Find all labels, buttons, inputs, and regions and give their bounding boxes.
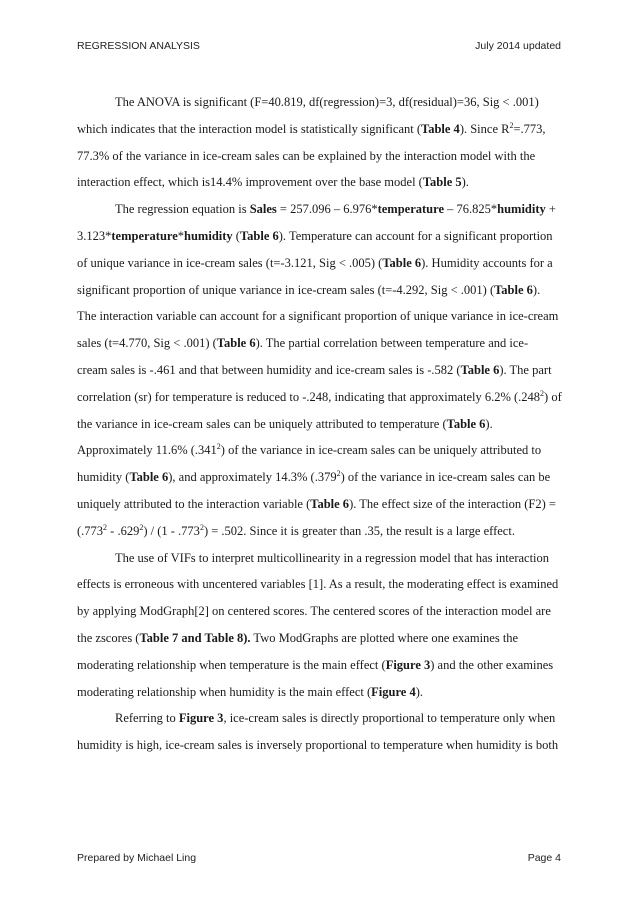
text-span: * bbox=[177, 228, 185, 243]
text-span: ). bbox=[415, 684, 423, 699]
text-span: , ice-cream sales is directly proportional to temperature only when bbox=[223, 711, 556, 726]
text-span: Two ModGraphs are plotted where one examines the bbox=[250, 630, 519, 645]
bold-text: Table 6 bbox=[216, 336, 256, 351]
text-line bbox=[77, 437, 572, 464]
text-span: ). Temperature can account for a significant proportion bbox=[278, 228, 553, 243]
text-span: The ANOVA is significant (F=40.819, df(regression)=3, df(residual)=36, Sig < .001) bbox=[115, 95, 539, 109]
bold-text: Figure 3 bbox=[385, 657, 431, 672]
text-span: The regression equation is bbox=[115, 202, 250, 217]
text-span: ). The effect size of the interaction (F2) = bbox=[349, 496, 556, 511]
bold-text: Table 6 bbox=[239, 228, 279, 243]
text-line bbox=[77, 491, 572, 518]
bold-text: Table 6 bbox=[382, 255, 422, 270]
text-line bbox=[77, 169, 572, 196]
text-span: ). Humidity accounts for a bbox=[421, 255, 553, 270]
text-line bbox=[77, 705, 572, 732]
text-span: ) of the variance in ice-cream sales can be bbox=[340, 470, 551, 485]
text-span: moderating relationship when temperature is the main effect ( bbox=[77, 657, 386, 672]
text-span: The interaction variable can account for a significant proportion of unique variance in ice-cream bbox=[77, 309, 559, 324]
text-span: ) of bbox=[544, 389, 562, 404]
text-span: ) / (1 - .773 bbox=[143, 523, 200, 538]
text-span: of unique variance in ice-cream sales (t=-3.121, Sig < .005) ( bbox=[77, 255, 383, 270]
text-span: ( bbox=[232, 228, 240, 243]
bold-text: Table 7 and Table 8). bbox=[139, 630, 251, 645]
text-span: =.773, bbox=[513, 121, 546, 136]
header-date: July 2014 updated bbox=[475, 40, 561, 52]
text-line bbox=[77, 357, 572, 384]
text-span: effects is erroneous with uncentered variables [1]. As a result, the moderating effect is examined bbox=[77, 577, 559, 592]
text-line bbox=[77, 143, 572, 170]
text-span: – 76.825* bbox=[444, 202, 498, 217]
text-span: + bbox=[545, 202, 556, 217]
page-number: Page 4 bbox=[527, 852, 561, 864]
text-line bbox=[77, 116, 572, 143]
bold-text: Figure 3 bbox=[178, 711, 224, 726]
text-line bbox=[77, 598, 572, 625]
text-line bbox=[77, 464, 572, 491]
body-text bbox=[77, 89, 572, 759]
bold-text: humidity bbox=[497, 202, 546, 217]
text-line bbox=[77, 732, 572, 759]
bold-text: Table 6 bbox=[460, 362, 500, 377]
bold-text: Table 5 bbox=[422, 175, 462, 190]
text-span: 77.3% of the variance in ice-cream sales can be explained by the interaction model with the bbox=[77, 148, 536, 163]
text-span: uniquely attributed to the interaction variable ( bbox=[77, 496, 311, 511]
text-line bbox=[77, 330, 572, 357]
text-span: humidity is high, ice-cream sales is inversely proportional to temperature when humidity is both bbox=[77, 738, 559, 753]
bold-text: Figure 4 bbox=[371, 684, 416, 699]
bold-text: Table 6 bbox=[129, 470, 169, 485]
superscript: 2 bbox=[103, 522, 108, 532]
bold-text: temperature bbox=[111, 228, 178, 243]
text-span: ) and the other examines bbox=[430, 657, 554, 672]
text-span: 3.123* bbox=[77, 228, 112, 243]
superscript: 2 bbox=[216, 442, 221, 452]
text-span: (.773 bbox=[77, 523, 104, 538]
text-span: the variance in ice-cream sales can be uniquely attributed to temperature ( bbox=[77, 416, 447, 431]
text-span: ) = .502. Since it is greater than .35, the result is a large effect. bbox=[203, 523, 515, 538]
text-span: Referring to bbox=[115, 711, 179, 726]
text-span: humidity ( bbox=[77, 470, 130, 485]
superscript: 2 bbox=[199, 522, 204, 532]
text-span: by applying ModGraph[2] on centered scores. The centered scores of the interaction model are bbox=[77, 604, 551, 619]
text-line bbox=[77, 250, 572, 277]
header-title: REGRESSION ANALYSIS bbox=[77, 40, 200, 52]
text-span: = 257.096 – 6.976* bbox=[276, 202, 378, 217]
text-line bbox=[77, 223, 572, 250]
superscript: 2 bbox=[139, 522, 144, 532]
text-span: significant proportion of unique variance in ice-cream sales (t=-4.292, Sig < .001) ( bbox=[77, 282, 495, 297]
text-span: ), and approximately 14.3% (.379 bbox=[168, 470, 337, 485]
text-line bbox=[77, 89, 572, 116]
text-line bbox=[77, 625, 572, 652]
text-span: sales (t=4.770, Sig < .001) ( bbox=[77, 336, 217, 351]
text-span: ). Since R bbox=[459, 121, 510, 136]
bold-text: Sales bbox=[249, 202, 277, 217]
text-line bbox=[77, 277, 572, 304]
bold-text: Table 6 bbox=[310, 496, 350, 511]
text-span: ) of the variance in ice-cream sales can be uniquely attributed to bbox=[220, 443, 542, 458]
bold-text: humidity bbox=[184, 228, 233, 243]
text-span: - .629 bbox=[107, 523, 140, 538]
superscript: 2 bbox=[509, 120, 514, 130]
text-line bbox=[77, 196, 572, 223]
text-span: ). The part bbox=[499, 362, 552, 377]
text-span: Approximately 11.6% (.341 bbox=[77, 443, 217, 458]
superscript: 2 bbox=[540, 388, 545, 398]
superscript: 2 bbox=[336, 469, 341, 478]
text-span: ). bbox=[485, 416, 493, 431]
text-line bbox=[77, 411, 572, 438]
text-span: correlation (sr) for temperature is reduced to -.248, indicating that approximately 6.2% (.248 bbox=[77, 389, 541, 404]
bold-text: Table 4 bbox=[421, 121, 460, 136]
bold-text: temperature bbox=[377, 202, 444, 217]
text-span: ). bbox=[532, 282, 541, 297]
text-span: the zscores ( bbox=[77, 630, 140, 645]
bold-text: Table 6 bbox=[446, 416, 486, 431]
text-span: which indicates that the interaction model is statistically significant ( bbox=[77, 121, 422, 136]
text-line bbox=[77, 384, 572, 411]
text-line bbox=[77, 518, 572, 545]
text-span: moderating relationship when humidity is the main effect ( bbox=[77, 684, 372, 699]
text-line bbox=[77, 652, 572, 679]
bold-text: Table 6 bbox=[494, 282, 533, 297]
text-span: cream sales is -.461 and that between humidity and ice-cream sales is -.582 ( bbox=[77, 362, 461, 377]
text-line bbox=[77, 571, 572, 598]
text-span: ). bbox=[461, 175, 469, 190]
text-line bbox=[77, 679, 572, 706]
text-span: ). The partial correlation between temperature and ice- bbox=[255, 336, 529, 351]
footer-author: Prepared by Michael Ling bbox=[77, 852, 197, 864]
text-span: The use of VIFs to interpret multicollinearity in a regression model that has interaction bbox=[115, 550, 550, 565]
text-line bbox=[77, 545, 572, 572]
text-line bbox=[77, 303, 572, 330]
text-span: interaction effect, which is14.4% improvement over the base model ( bbox=[77, 175, 423, 190]
